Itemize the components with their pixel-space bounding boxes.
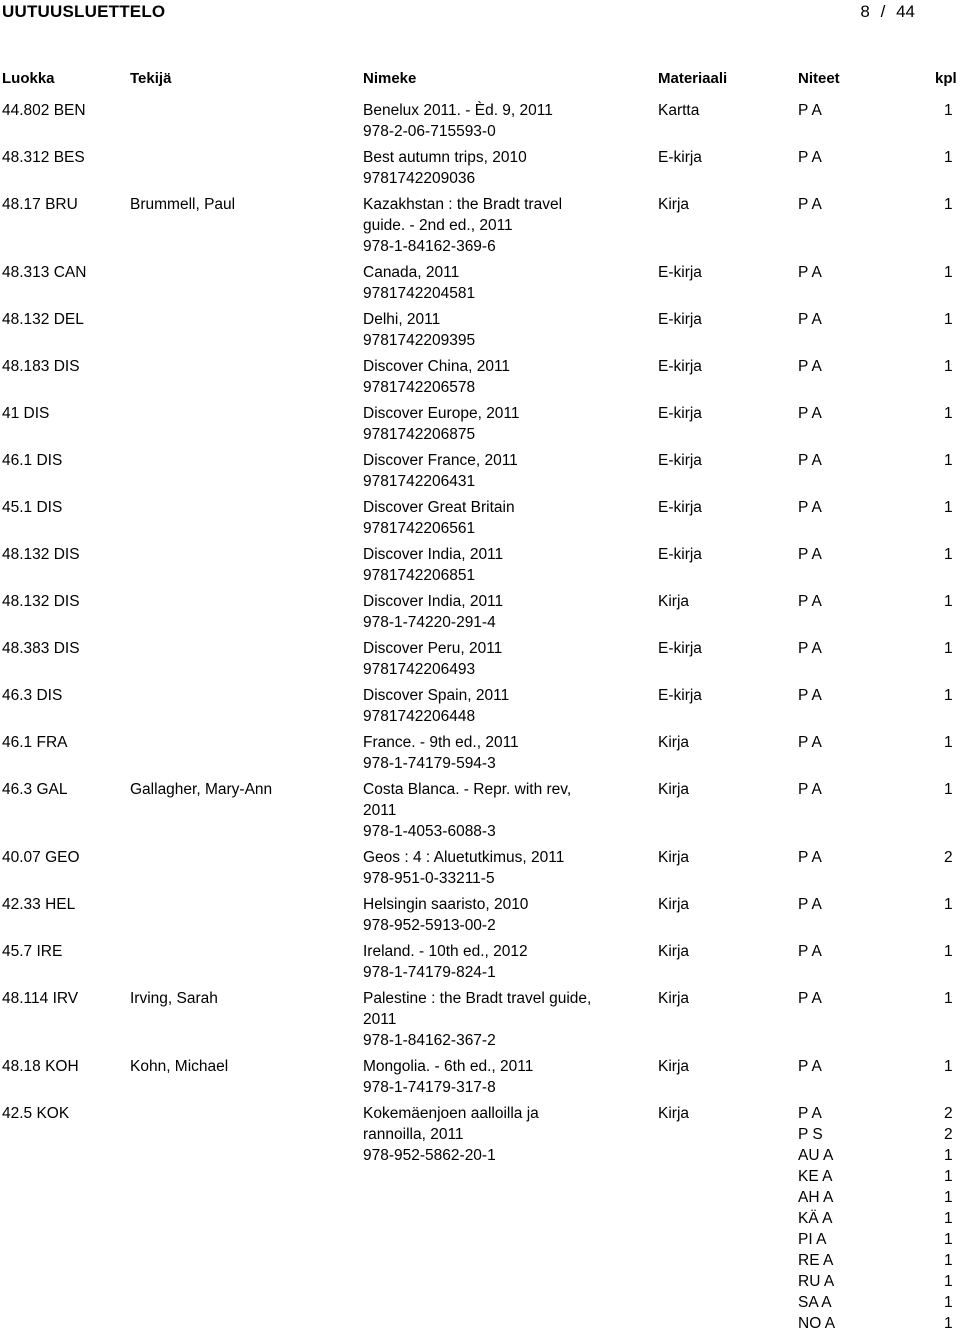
title-cell	[363, 1103, 643, 1166]
count-cell	[944, 544, 960, 565]
isbn-line: 9781742206493	[363, 661, 476, 678]
isbn-line: 978-1-74179-594-3	[363, 755, 496, 772]
material-cell: E-kirja	[658, 499, 702, 516]
title-cell	[363, 309, 643, 351]
title-line: Mongolia. - 6th ed., 2011	[363, 1058, 534, 1075]
copies-location-cell	[798, 847, 928, 868]
table-row	[0, 732, 960, 779]
copies-location-cell	[798, 988, 928, 1009]
copy-count: 1	[944, 1252, 953, 1269]
page-current: 8	[860, 2, 870, 21]
copies-location-cell	[798, 147, 928, 168]
title-cell	[363, 403, 643, 445]
count-cell	[944, 894, 960, 915]
copy-count: 1	[944, 358, 953, 375]
column-header-title: Nimeke	[363, 70, 417, 87]
copy-count: 1	[944, 734, 953, 751]
material-cell: Kirja	[658, 1058, 690, 1075]
table-row	[0, 544, 960, 591]
copy-count: 1	[944, 1058, 953, 1075]
page-number	[860, 2, 915, 22]
count-cell	[944, 450, 960, 471]
title-cell	[363, 591, 643, 633]
copies-location-cell	[798, 638, 928, 659]
count-cell	[944, 847, 960, 868]
location-code: NO A	[798, 1315, 836, 1332]
table-row	[0, 1056, 960, 1103]
class-cell: 45.7 IRE	[2, 943, 63, 960]
class-cell: 48.132 DIS	[2, 593, 80, 610]
material-cell: E-kirja	[658, 358, 702, 375]
title-line: Ireland. - 10th ed., 2012	[363, 943, 528, 960]
title-line: Costa Blanca. - Repr. with rev,	[363, 781, 572, 798]
title-cell	[363, 262, 643, 304]
material-cell: Kirja	[658, 990, 690, 1007]
class-cell: 48.132 DIS	[2, 546, 80, 563]
title-line: guide. - 2nd ed., 2011	[363, 217, 513, 234]
copies-location-cell	[798, 356, 928, 377]
material-cell: E-kirja	[658, 405, 702, 422]
title-line: Helsingin saaristo, 2010	[363, 896, 529, 913]
location-code: P A	[798, 781, 822, 798]
copies-location-cell	[798, 497, 928, 518]
title-cell	[363, 497, 643, 539]
title-cell	[363, 847, 643, 889]
location-code: AH A	[798, 1189, 834, 1206]
title-line: Discover Peru, 2011	[363, 640, 503, 657]
isbn-line: 9781742206875	[363, 426, 476, 443]
location-code: P A	[798, 311, 822, 328]
table-row	[0, 100, 960, 147]
title-line: Best autumn trips, 2010	[363, 149, 527, 166]
isbn-line: 978-951-0-33211-5	[363, 870, 495, 887]
table-row	[0, 988, 960, 1056]
title-line: Kazakhstan : the Bradt travel	[363, 196, 563, 213]
isbn-line: 978-2-06-715593-0	[363, 123, 496, 140]
title-cell	[363, 732, 643, 774]
location-code: P A	[798, 896, 822, 913]
isbn-line: 978-1-74179-824-1	[363, 964, 496, 981]
location-code: P A	[798, 943, 822, 960]
isbn-line: 9781742206448	[363, 708, 476, 725]
isbn-line: 9781742206578	[363, 379, 476, 396]
isbn-line: 9781742206561	[363, 520, 476, 537]
copies-location-cell	[798, 450, 928, 471]
title-cell	[363, 194, 643, 257]
count-cell	[944, 1103, 960, 1334]
material-cell: Kirja	[658, 593, 690, 610]
material-cell: Kirja	[658, 896, 690, 913]
count-cell	[944, 309, 960, 330]
count-cell	[944, 1056, 960, 1077]
copies-location-cell	[798, 732, 928, 753]
copy-count: 1	[944, 452, 953, 469]
title-line: rannoilla, 2011	[363, 1126, 464, 1143]
material-cell: E-kirja	[658, 149, 702, 166]
count-cell	[944, 638, 960, 659]
copies-location-cell	[798, 941, 928, 962]
page-total: 44	[896, 2, 915, 21]
table-row	[0, 309, 960, 356]
copy-count: 1	[944, 499, 953, 516]
author-cell: Kohn, Michael	[130, 1058, 229, 1075]
location-code: AU A	[798, 1147, 834, 1164]
table-row	[0, 356, 960, 403]
table-row	[0, 497, 960, 544]
title-cell	[363, 988, 643, 1051]
title-line: France. - 9th ed., 2011	[363, 734, 519, 751]
copy-count: 1	[944, 1294, 953, 1311]
title-cell	[363, 450, 643, 492]
copy-count: 2	[944, 1105, 953, 1122]
location-code: RU A	[798, 1273, 835, 1290]
copy-count: 1	[944, 593, 953, 610]
location-code: P A	[798, 849, 822, 866]
copies-location-cell	[798, 779, 928, 800]
location-code: P A	[798, 149, 822, 166]
title-line: Discover Europe, 2011	[363, 405, 520, 422]
location-code: P A	[798, 452, 822, 469]
class-cell: 48.18 KOH	[2, 1058, 79, 1075]
title-cell	[363, 685, 643, 727]
location-code: P A	[798, 546, 822, 563]
copies-location-cell	[798, 591, 928, 612]
table-row	[0, 941, 960, 988]
isbn-line: 9781742209395	[363, 332, 476, 349]
title-line: Benelux 2011. - Èd. 9, 2011	[363, 102, 553, 119]
copy-count: 2	[944, 849, 953, 866]
copy-count: 1	[944, 1231, 953, 1248]
title-cell	[363, 1056, 643, 1098]
count-cell	[944, 100, 960, 121]
catalog-list	[0, 100, 960, 1339]
count-cell	[944, 685, 960, 706]
material-cell: E-kirja	[658, 640, 702, 657]
copy-count: 1	[944, 546, 953, 563]
title-line: Palestine : the Bradt travel guide,	[363, 990, 592, 1007]
copy-count: 1	[944, 102, 953, 119]
page-title: UUTUUSLUETTELO	[2, 2, 166, 21]
location-code: SA A	[798, 1294, 832, 1311]
table-row	[0, 685, 960, 732]
table-row	[0, 894, 960, 941]
count-cell	[944, 147, 960, 168]
title-line: Discover China, 2011	[363, 358, 511, 375]
location-code: KÄ A	[798, 1210, 833, 1227]
title-line: Discover France, 2011	[363, 452, 518, 469]
count-cell	[944, 262, 960, 283]
material-cell: Kirja	[658, 849, 690, 866]
title-cell	[363, 941, 643, 983]
copy-count: 1	[944, 1147, 953, 1164]
class-cell: 48.313 CAN	[2, 264, 87, 281]
column-header-row	[0, 70, 960, 90]
isbn-line: 978-952-5913-00-2	[363, 917, 496, 934]
table-row	[0, 779, 960, 847]
class-cell: 44.802 BEN	[2, 102, 86, 119]
material-cell: Kirja	[658, 1105, 690, 1122]
copies-location-cell	[798, 100, 928, 121]
count-cell	[944, 497, 960, 518]
class-cell: 46.3 GAL	[2, 781, 68, 798]
copies-location-cell	[798, 1103, 928, 1334]
material-cell: Kirja	[658, 943, 690, 960]
copies-location-cell	[798, 544, 928, 565]
copies-location-cell	[798, 262, 928, 283]
title-cell	[363, 638, 643, 680]
location-code: P A	[798, 196, 822, 213]
table-row	[0, 147, 960, 194]
material-cell: E-kirja	[658, 687, 702, 704]
title-line: Geos : 4 : Aluetutkimus, 2011	[363, 849, 565, 866]
copies-location-cell	[798, 403, 928, 424]
column-header-count: kpl	[935, 70, 957, 87]
class-cell: 45.1 DIS	[2, 499, 63, 516]
copy-count: 1	[944, 405, 953, 422]
copies-location-cell	[798, 194, 928, 215]
column-header-notes: Niteet	[798, 70, 840, 87]
copy-count: 1	[944, 1189, 953, 1206]
location-code: PI A	[798, 1231, 827, 1248]
copies-location-cell	[798, 685, 928, 706]
isbn-line: 9781742206431	[363, 473, 476, 490]
column-header-material: Materiaali	[658, 70, 728, 87]
location-code: P A	[798, 1058, 822, 1075]
copy-count: 1	[944, 640, 953, 657]
author-cell: Gallagher, Mary-Ann	[130, 781, 273, 798]
title-line: 2011	[363, 802, 397, 819]
isbn-line: 978-1-4053-6088-3	[363, 823, 496, 840]
copies-location-cell	[798, 1056, 928, 1077]
count-cell	[944, 356, 960, 377]
location-code: P A	[798, 358, 822, 375]
isbn-line: 978-1-84162-367-2	[363, 1032, 496, 1049]
copy-count: 1	[944, 149, 953, 166]
table-row	[0, 450, 960, 497]
location-code: P S	[798, 1126, 823, 1143]
material-cell: E-kirja	[658, 311, 702, 328]
title-line: Kokemäenjoen aalloilla ja	[363, 1105, 539, 1122]
title-line: Discover Great Britain	[363, 499, 515, 516]
location-code: P A	[798, 102, 822, 119]
title-cell	[363, 779, 643, 842]
count-cell	[944, 732, 960, 753]
count-cell	[944, 988, 960, 1009]
isbn-line: 9781742209036	[363, 170, 476, 187]
isbn-line: 978-1-84162-369-6	[363, 238, 496, 255]
copy-count: 1	[944, 687, 953, 704]
count-cell	[944, 591, 960, 612]
material-cell: Kirja	[658, 734, 690, 751]
class-cell: 46.1 DIS	[2, 452, 63, 469]
isbn-line: 9781742206851	[363, 567, 476, 584]
count-cell	[944, 779, 960, 800]
class-cell: 46.3 DIS	[2, 687, 63, 704]
title-cell	[363, 356, 643, 398]
title-line: Discover India, 2011	[363, 593, 504, 610]
class-cell: 46.1 FRA	[2, 734, 68, 751]
class-cell: 42.5 KOK	[2, 1105, 70, 1122]
location-code: P A	[798, 593, 822, 610]
location-code: P A	[798, 264, 822, 281]
class-cell: 42.33 HEL	[2, 896, 76, 913]
copy-count: 1	[944, 990, 953, 1007]
title-line: Discover Spain, 2011	[363, 687, 510, 704]
count-cell	[944, 194, 960, 215]
material-cell: E-kirja	[658, 452, 702, 469]
location-code: P A	[798, 499, 822, 516]
isbn-line: 9781742204581	[363, 285, 476, 302]
copy-count: 1	[944, 311, 953, 328]
copy-count: 1	[944, 1210, 953, 1227]
class-cell: 40.07 GEO	[2, 849, 80, 866]
copy-count: 1	[944, 896, 953, 913]
table-row	[0, 591, 960, 638]
table-row	[0, 262, 960, 309]
title-line: 2011	[363, 1011, 397, 1028]
location-code: P A	[798, 990, 822, 1007]
copy-count: 1	[944, 264, 953, 281]
class-cell: 41 DIS	[2, 405, 50, 422]
title-cell	[363, 894, 643, 936]
isbn-line: 978-1-74220-291-4	[363, 614, 496, 631]
title-cell	[363, 100, 643, 142]
material-cell: Kartta	[658, 102, 700, 119]
table-row	[0, 847, 960, 894]
table-row	[0, 403, 960, 450]
material-cell: Kirja	[658, 196, 690, 213]
author-cell: Irving, Sarah	[130, 990, 218, 1007]
copies-location-cell	[798, 894, 928, 915]
location-code: P A	[798, 734, 822, 751]
column-header-author: Tekijä	[130, 70, 172, 87]
copy-count: 1	[944, 943, 953, 960]
author-cell: Brummell, Paul	[130, 196, 236, 213]
count-cell	[944, 941, 960, 962]
class-cell: 48.312 BES	[2, 149, 85, 166]
location-code: RE A	[798, 1252, 834, 1269]
location-code: P A	[798, 405, 822, 422]
count-cell	[944, 403, 960, 424]
class-cell: 48.132 DEL	[2, 311, 84, 328]
title-line: Canada, 2011	[363, 264, 460, 281]
copy-count: 1	[944, 1315, 953, 1332]
isbn-line: 978-952-5862-20-1	[363, 1147, 496, 1164]
table-row	[0, 194, 960, 262]
location-code: P A	[798, 687, 822, 704]
material-cell: E-kirja	[658, 264, 702, 281]
column-header-class: Luokka	[2, 70, 55, 87]
copy-count: 1	[944, 781, 953, 798]
table-row	[0, 1103, 960, 1339]
class-cell: 48.17 BRU	[2, 196, 78, 213]
location-code: P A	[798, 1105, 822, 1122]
copy-count: 1	[944, 1273, 953, 1290]
class-cell: 48.114 IRV	[2, 990, 79, 1007]
material-cell: Kirja	[658, 781, 690, 798]
location-code: KE A	[798, 1168, 833, 1185]
location-code: P A	[798, 640, 822, 657]
copy-count: 2	[944, 1126, 953, 1143]
isbn-line: 978-1-74179-317-8	[363, 1079, 496, 1096]
material-cell: E-kirja	[658, 546, 702, 563]
table-row	[0, 638, 960, 685]
copy-count: 1	[944, 1168, 953, 1185]
title-line: Delhi, 2011	[363, 311, 441, 328]
title-cell	[363, 147, 643, 189]
class-cell: 48.183 DIS	[2, 358, 80, 375]
class-cell: 48.383 DIS	[2, 640, 80, 657]
copy-count: 1	[944, 196, 953, 213]
title-cell	[363, 544, 643, 586]
page-separator: /	[880, 2, 886, 21]
copies-location-cell	[798, 309, 928, 330]
title-line: Discover India, 2011	[363, 546, 504, 563]
